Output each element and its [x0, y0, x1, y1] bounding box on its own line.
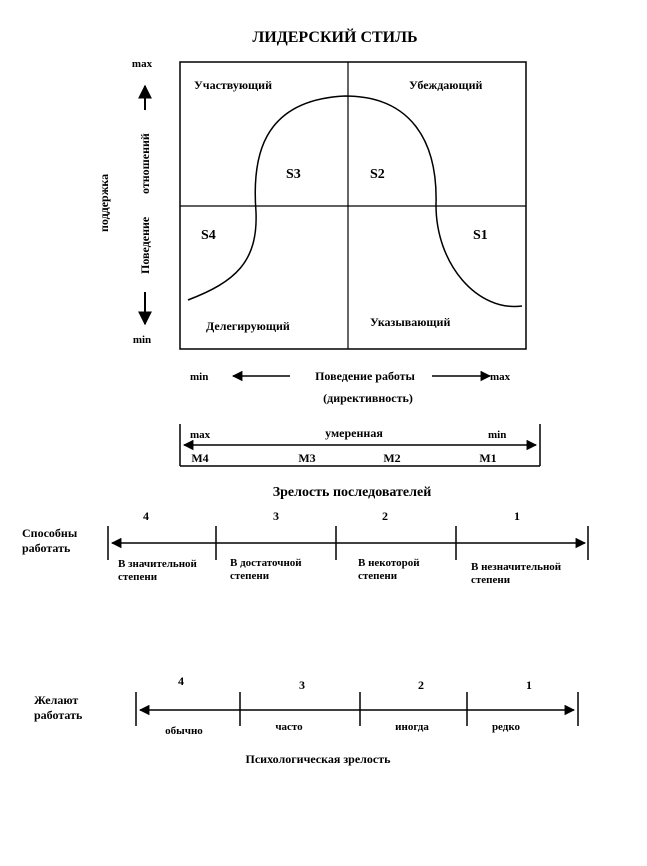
style-label-s4: S4 — [201, 228, 216, 243]
ability-segment-2-line2: степени — [230, 570, 270, 582]
ability-label-line1: Способны — [22, 526, 78, 540]
ability-segment-3-line1: В некоторой — [358, 557, 420, 569]
quadrant-label-telling: Указывающий — [370, 315, 451, 329]
maturity-title: Зрелость последователей — [272, 485, 432, 500]
x-axis-label: Поведение работы — [315, 369, 415, 383]
x-axis-max: max — [490, 371, 511, 383]
maturity-max: max — [190, 429, 211, 441]
leadership-curve — [188, 96, 522, 307]
ability-segment-3-line2: степени — [358, 570, 398, 582]
y-axis-max: max — [131, 58, 153, 70]
style-label-s2: S2 — [370, 167, 385, 182]
ability-segment-1-line1: В значительной — [118, 558, 197, 570]
maturity-min: min — [488, 429, 507, 441]
y-axis-label-inner-1: Поведение — [138, 216, 152, 274]
willingness-label-line1: Желают — [34, 693, 79, 707]
willingness-segment-3: иногда — [395, 721, 429, 733]
maturity-level-m4: M4 — [191, 451, 209, 465]
willingness-segment-2: часто — [275, 721, 303, 733]
willingness-title: Психологическая зрелость — [245, 752, 391, 766]
willingness-number-2: 2 — [418, 678, 424, 692]
style-label-s3: S3 — [286, 167, 301, 182]
y-axis-label-inner-2: отношений — [138, 133, 152, 194]
quadrant-label-participating: Участвующий — [194, 78, 272, 92]
y-axis-min: min — [132, 334, 152, 346]
style-label-s1: S1 — [473, 228, 488, 243]
quadrant-label-selling: Убеждающий — [409, 78, 483, 92]
maturity-center-label: умеренная — [325, 426, 383, 440]
willingness-segment-1: обычно — [165, 725, 203, 737]
ability-number-3: 3 — [273, 509, 279, 523]
ability-segment-1-line2: степени — [118, 571, 158, 583]
y-axis-label-outer: поддержка — [97, 173, 111, 232]
ability-number-4: 4 — [143, 509, 149, 523]
willingness-number-4: 4 — [178, 674, 184, 688]
ability-segment-2-line1: В достаточной — [230, 557, 302, 569]
willingness-number-1: 1 — [526, 678, 532, 692]
ability-number-2: 2 — [382, 509, 388, 523]
maturity-level-m3: M3 — [298, 451, 316, 465]
willingness-label-line2: работать — [34, 708, 83, 722]
maturity-level-m2: M2 — [383, 451, 401, 465]
maturity-level-m1: M1 — [479, 451, 497, 465]
ability-segment-4-line1: В незначительной — [471, 561, 562, 573]
x-axis-min: min — [190, 371, 209, 383]
ability-number-1: 1 — [514, 509, 520, 523]
willingness-number-3: 3 — [299, 678, 305, 692]
quadrant-label-delegating: Делегирующий — [206, 319, 290, 333]
willingness-segment-4: редко — [491, 721, 521, 733]
x-axis-sublabel: (директивность) — [323, 391, 413, 405]
diagram-title: ЛИДЕРСКИЙ СТИЛЬ — [252, 29, 418, 46]
ability-label-line2: работать — [22, 541, 71, 555]
ability-segment-4-line2: степени — [471, 574, 511, 586]
